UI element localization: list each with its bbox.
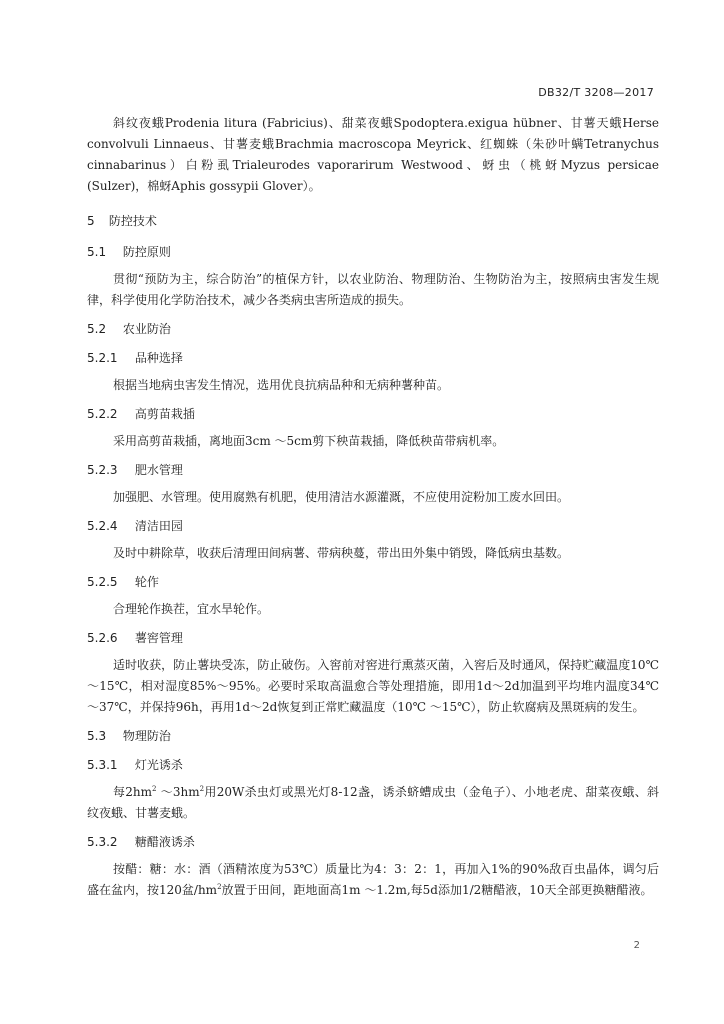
- section-number: 5.1: [87, 245, 107, 259]
- section-number: 5: [87, 214, 95, 228]
- text-run: 用20W杀虫灯或黑光灯8-12盏，诱杀蛴螬成虫（金龟子）、小地老虎、甜菜夜蛾、斜纹夜蛾、甘薯麦蛾。: [87, 785, 659, 820]
- paragraph-5-2-6: 适时收获，防止薯块受冻，防止破伤。入窖前对窖进行熏蒸灭菌，入窖后及时通风，保持贮藏温度10℃～15℃，相对湿度85%～95%。必要时采取高温愈合等处理措施，即用1d～2d加温到平均堆内温度34℃～37℃，并保持96h，再用1d～2d恢复到正常贮藏温度（10℃ ～15℃），防止软腐病及黑斑病的发生。: [87, 658, 659, 714]
- section-heading-5-3-2: [87, 832, 659, 853]
- section-heading-5-3-1: [87, 755, 659, 776]
- section-title: 轮作: [134, 575, 159, 589]
- section-number: 5.2.6: [87, 631, 118, 645]
- section-number: 5.2: [87, 322, 107, 336]
- section-title: 清洁田园: [134, 519, 183, 533]
- superscript: 2: [217, 883, 222, 891]
- superscript: 2: [152, 785, 157, 793]
- paragraph-5-2-1: 根据当地病虫害发生情况，选用优良抗病品种和无病种薯种苗。: [113, 378, 450, 392]
- section-title: 肥水管理: [134, 463, 183, 477]
- section-title: 防控技术: [108, 214, 157, 228]
- section-number: 5.3: [87, 729, 107, 743]
- text-run: 按醋：糖：水：酒（酒精浓度为53℃）质量比为4：3：2：1，再加入1%的90%敌百虫晶体，调匀后盛在盆内，按120盆/hm: [87, 862, 659, 897]
- section-heading-5-2-6: [87, 628, 659, 649]
- section-title: 品种选择: [134, 351, 183, 365]
- paragraph-5-3-2: [87, 859, 659, 901]
- superscript: 2: [199, 785, 205, 793]
- section-number: 5.2.1: [87, 351, 118, 365]
- section-heading-5-2-4: [87, 516, 659, 537]
- section-number: 5.3.2: [87, 835, 118, 849]
- section-number: 5.2.5: [87, 575, 118, 589]
- section-title: 糖醋液诱杀: [134, 835, 195, 849]
- document-body: [87, 113, 659, 905]
- section-heading-5-2-1: [87, 348, 659, 369]
- section-heading-5-2-2: [87, 404, 659, 425]
- text-run: ～3hm: [156, 785, 200, 799]
- paragraph-5-3-1: [87, 782, 659, 824]
- section-title: 物理防治: [122, 729, 171, 743]
- standard-code: DB32/T 3208—2017: [538, 86, 654, 99]
- section-number: 5.2.4: [87, 519, 118, 533]
- page-number: 2: [633, 940, 640, 951]
- paragraph-5-2-2: 采用高剪苗栽插，离地面3cm ～5cm剪下秧苗栽插，降低秧苗带病机率。: [113, 434, 505, 448]
- section-title: 灯光诱杀: [134, 758, 183, 772]
- section-title: 高剪苗栽插: [134, 407, 195, 421]
- paragraph-5-1: 贯彻“预防为主，综合防治”的植保方针，以农业防治、物理防治、生物防治为主，按照病虫害发生规律，科学使用化学防治技术，减少各类病虫害所造成的损失。: [87, 272, 659, 307]
- section-heading-5-1: [87, 242, 659, 263]
- section-heading-5-2-3: [87, 460, 659, 481]
- text-run: 每2hm: [113, 785, 153, 799]
- section-number: 5.3.1: [87, 758, 118, 772]
- paragraph-5-2-3: 加强肥、水管理。使用腐熟有机肥，使用清洁水源灌溉，不应使用淀粉加工废水回田。: [113, 490, 570, 504]
- section-heading-5-3: [87, 726, 659, 747]
- intro-paragraph: 斜纹夜蛾Prodenia litura (Fabricius)、甜菜夜蛾Spodoptera.exigua hübner、甘薯天蛾Herse convolvuli Linnaeus、甘薯麦蛾Brachmia macroscopa Meyrick、红蜘蛛（朱砂叶螨Tetranychus cinnabarinus）白粉虱Trialeurodes vaporarirum Westwood、蚜虫（桃蚜Myzus persicae (Sulzer)，棉蚜Aphis gossypii Glover）。: [87, 116, 659, 193]
- section-title: 防控原则: [122, 245, 171, 259]
- text-run: 放置于田间，距地面高1m ～1.2m,每5d添加1/2糖醋液，10天全部更换糖醋液。: [221, 883, 653, 897]
- paragraph-5-2-4: 及时中耕除草，收获后清理田间病薯、带病秧蔓，带出田外集中销毁，降低病虫基数。: [113, 546, 570, 560]
- section-title: 薯窖管理: [134, 631, 183, 645]
- section-number: 5.2.3: [87, 463, 118, 477]
- paragraph-5-2-5: 合理轮作换茬，宜水旱轮作。: [113, 602, 270, 616]
- section-heading-5-2: [87, 319, 659, 340]
- section-heading-5-2-5: [87, 572, 659, 593]
- section-number: 5.2.2: [87, 407, 118, 421]
- section-heading-5: [87, 211, 659, 232]
- section-title: 农业防治: [122, 322, 171, 336]
